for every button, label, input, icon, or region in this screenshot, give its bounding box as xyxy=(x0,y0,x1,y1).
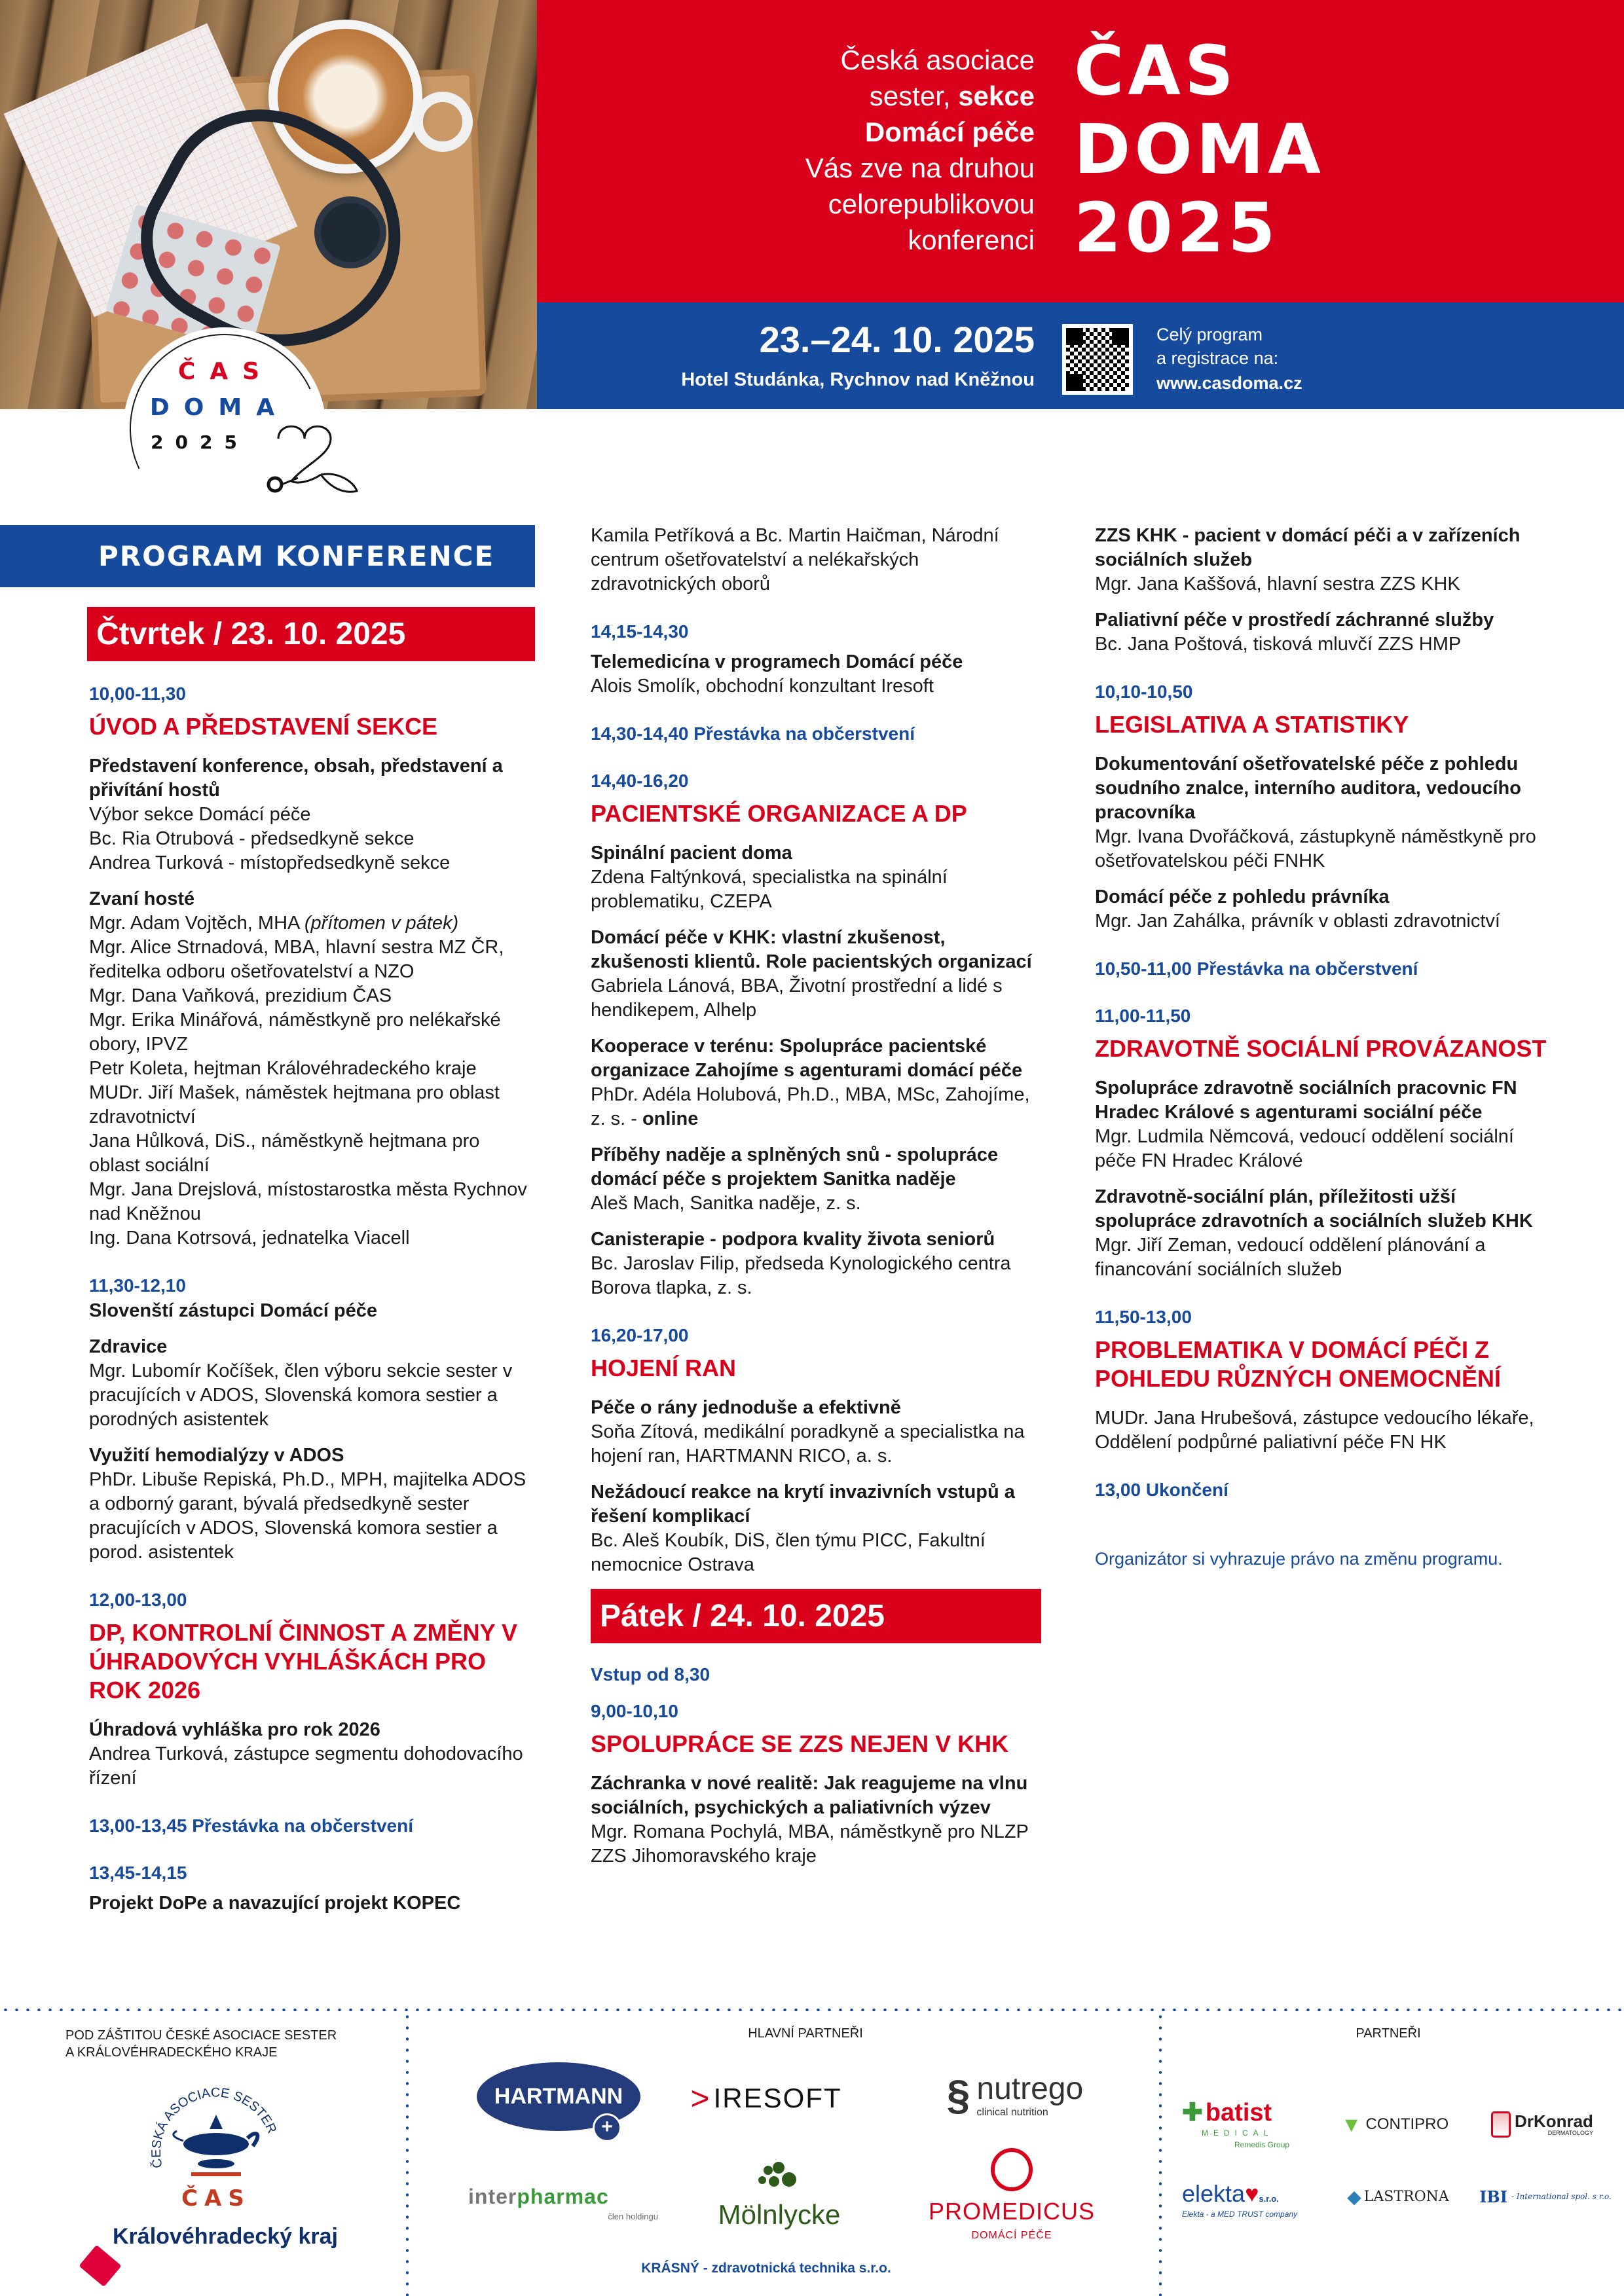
online-badge: online xyxy=(642,1108,699,1129)
break-item: 10,50-11,00 Přestávka na občerstvení xyxy=(1095,958,1418,979)
ring-icon xyxy=(991,2148,1033,2191)
disclaimer-note: Organizátor si vyhrazuje právo na změnu programu. xyxy=(1095,1549,1503,1569)
talk-speaker: Výbor sekce Domácí péče xyxy=(89,804,311,825)
heart-icon: ♥ xyxy=(1245,2180,1259,2208)
title-line: DOMA xyxy=(1074,109,1325,189)
event-title xyxy=(1074,31,1325,267)
talk-item xyxy=(591,1143,1043,1216)
section-title: PROBLEMATIKA V DOMÁCÍ PÉČI Z POHLEDU RŮZNÝCH ONEMOCNĚNÍ xyxy=(1095,1336,1502,1392)
cas-lamp-logo-icon xyxy=(144,2069,288,2187)
partner-logo-lastrona[interactable]: ◆ LASTRONA xyxy=(1347,2185,1449,2208)
section-title: SPOLUPRÁCE SE ZZS NEJEN V KHK xyxy=(591,1730,1009,1757)
partner-logo-hartmann[interactable]: HARTMANN xyxy=(477,2062,640,2131)
cas-arc-text: ČESKÁ ASOCIACE SESTER xyxy=(149,2085,280,2170)
talk-item xyxy=(591,1480,1043,1577)
talk-speaker: Petr Koleta, hejtman Královéhradeckého kraje xyxy=(89,1058,477,1079)
talk-title: Spinální pacient doma xyxy=(591,843,792,864)
diamond-icon: ◆ xyxy=(1347,2185,1361,2208)
stethoscope-head xyxy=(314,196,386,268)
partner-logo-contipro[interactable]: ▼ CONTIPRO xyxy=(1340,2112,1449,2136)
nutrego-mark-icon: § xyxy=(946,2071,970,2119)
talk-speaker: Mgr. Ivana Dvořáčková, zástupkyně náměstkyně pro ošetřovatelskou péči FNHK xyxy=(1095,826,1536,871)
region-logo-mark-icon xyxy=(79,2245,121,2287)
leaf-icon: ▼ xyxy=(1340,2112,1362,2136)
footer-divider-vertical xyxy=(406,2011,409,2296)
partner-logo-batist[interactable]: ✚ batist MEDICAL Remedis Group xyxy=(1182,2099,1290,2149)
talk-speaker: Gabriela Lánová, BBA, Životní prostřední a lidé s hendikepem, Alhelp xyxy=(591,975,1003,1021)
talk-item xyxy=(89,754,534,875)
talk-speaker: Mgr. Lubomír Kočíšek, člen výboru sekcie sester v pracujících v ADOS, Slovenská komora sestier a porodných asistentek xyxy=(89,1360,513,1430)
talk-item xyxy=(591,926,1043,1023)
heart-stethoscope-icon xyxy=(259,419,370,498)
talk-title: Zdravotně-sociální plán, příležitosti užší spolupráce zdravotních a sociálních služeb KHK xyxy=(1095,1186,1533,1231)
program-block xyxy=(1095,680,1547,934)
talk-speaker: Mgr. Erika Minářová, náměstkyně pro nelékařské obory, IPVZ xyxy=(89,1010,501,1055)
block-time: 10,10-10,50 xyxy=(1095,682,1193,702)
footer-divider xyxy=(0,2009,1624,2011)
talk-item xyxy=(1095,885,1547,934)
talk-title: Nežádoucí reakce na krytí invazivních vstupů a řešení komplikací xyxy=(591,1482,1015,1527)
block-time: 14,15-14,30 xyxy=(591,621,689,642)
talk-title: Spolupráce zdravotně sociálních pracovnic FN Hradec Králové s agenturami sociální péče xyxy=(1095,1078,1517,1123)
talk-speaker: Bc. Jana Poštová, tisková mluvčí ZZS HMP xyxy=(1095,634,1462,655)
invite-line: sester, sekce xyxy=(869,81,1035,111)
section-title: ZDRAVOTNĚ SOCIÁLNÍ PROVÁZANOST xyxy=(1095,1035,1547,1062)
block-time: 11,00-11,50 xyxy=(1095,1006,1191,1026)
section-title: ÚVOD A PŘEDSTAVENÍ SEKCE xyxy=(89,713,438,740)
talk-speaker: Zdena Faltýnková, specialistka na spinální problematiku, CZEPA xyxy=(591,867,948,912)
logo-cas: ČAS xyxy=(177,358,274,385)
talk-title: ZZS KHK - pacient v domácí péči a v zařízeních sociálních služeb xyxy=(1095,525,1521,570)
talk-title: Příběhy naděje a splněných snů - spolupráce domácí péče s projektem Sanitka naděje xyxy=(591,1144,999,1190)
partner-logo-elekta[interactable]: elekta♥s.r.o. Elekta - a MED TRUST company xyxy=(1182,2180,1298,2219)
talk-speaker: Bc. Aleš Koubík, DiS, člen týmu PICC, Fakultní nemocnice Ostrava xyxy=(591,1530,986,1575)
registration-line-1: Celý program xyxy=(1156,325,1263,344)
block-time: 14,40-16,20 xyxy=(591,771,689,791)
program-column-3 xyxy=(1095,524,1547,1570)
invite-line: Vás zve na druhou xyxy=(805,153,1035,183)
partner-logo-ibi[interactable]: IBI - International spol. s r.o. xyxy=(1479,2187,1612,2206)
talk-item xyxy=(591,841,1043,914)
event-date: 23.–24. 10. 2025 xyxy=(759,319,1035,360)
break-item: 13,00-13,45 Přestávka na občerstvení xyxy=(89,1815,413,1836)
program-block xyxy=(1095,1004,1547,1282)
program-block xyxy=(89,1274,534,1565)
program-column-2 xyxy=(591,524,1043,1880)
block-time: 9,00-10,10 xyxy=(591,1701,678,1721)
talk-speaker: Bc. Ria Otrubová - předsedkyně sekce xyxy=(89,828,415,849)
program-block xyxy=(591,769,1043,1300)
talk-speaker: PhDr. Adéla Holubová, Ph.D., MBA, MSc, Zahojíme, z. s. - online xyxy=(591,1084,1030,1129)
partner-logo-drkonrad[interactable]: DrKonrad DERMATOLOGY xyxy=(1477,2105,1608,2144)
talk-item xyxy=(1095,1076,1547,1173)
cas-abbr: ČAS xyxy=(181,2185,251,2212)
talk-speaker: Ing. Dana Kotrsová, jednatelka Viacell xyxy=(89,1228,410,1248)
talk-item xyxy=(591,1228,1043,1300)
talk-speaker: Andrea Turková - místopředsedkyně sekce xyxy=(89,852,451,873)
title-line: 2025 xyxy=(1074,188,1280,268)
talk-item xyxy=(1095,752,1547,873)
invite-line: konferenci xyxy=(908,225,1035,255)
region-logo-text: Královéhradecký kraj xyxy=(113,2224,338,2249)
program-block xyxy=(591,524,1043,596)
block-time: 13,45-14,15 xyxy=(89,1863,187,1883)
talk-title: Představení konference, obsah, představení a přivítání hostů xyxy=(89,756,503,801)
talk-title: Zdravice xyxy=(89,1336,168,1357)
molnlycke-dots-icon xyxy=(753,2162,805,2195)
talk-item xyxy=(1095,1185,1547,1282)
block-time: 12,00-13,00 xyxy=(89,1590,187,1610)
talk-title: Úhradová vyhláška pro rok 2026 xyxy=(89,1719,380,1740)
logo-year: 2025 xyxy=(151,431,249,453)
talk-item xyxy=(591,1396,1043,1468)
partner-krasny[interactable]: KRÁSNÝ - zdravotnická technika s.r.o. xyxy=(641,2261,891,2276)
program-heading: PROGRAM KONFERENCE xyxy=(0,525,535,587)
talk-speaker: Andrea Turková, zástupce segmentu dohodovacího řízení xyxy=(89,1743,523,1789)
invite-line: Domácí péče xyxy=(864,117,1035,147)
partner-logo-iresoft[interactable]: > IRESOFT xyxy=(690,2080,842,2117)
main-partners-label: HLAVNÍ PARTNEŘI xyxy=(748,2026,863,2041)
program-block xyxy=(591,1324,1043,1577)
talk-title: Telemedicína v programech Domácí péče xyxy=(591,651,963,672)
partner-logo-interpharmac[interactable]: interpharmac člen holdingu xyxy=(468,2185,658,2222)
talk-title: Domácí péče v KHK: vlastní zkušenost, zkušenosti klientů. Role pacientských organizací xyxy=(591,927,1032,972)
qr-code[interactable] xyxy=(1062,324,1133,395)
registration-url-link[interactable]: www.casdoma.cz xyxy=(1156,373,1302,393)
day-heading-thursday: Čtvrtek / 23. 10. 2025 xyxy=(87,607,535,661)
talk-title: Dokumentování ošetřovatelské péče z pohledu soudního znalce, interního auditora, vedoucího pracovníka xyxy=(1095,754,1521,823)
plus-icon: + xyxy=(593,2113,621,2142)
event-venue: Hotel Studánka, Rychnov nad Kněžnou xyxy=(681,369,1035,390)
section-title: LEGISLATIVA A STATISTIKY xyxy=(1095,711,1409,738)
talk-item xyxy=(89,887,534,1250)
talk-speaker: Aleš Mach, Sanitka naděje, z. s. xyxy=(591,1193,861,1214)
talk-speaker: Mgr. Romana Pochylá, MBA, náměstkyně pro NLZP ZZS Jihomoravského kraje xyxy=(591,1821,1029,1867)
invite-line: celorepublikovou xyxy=(828,189,1035,219)
talk-title: Péče o rány jednoduše a efektivně xyxy=(591,1397,901,1418)
program-column-1 xyxy=(89,682,534,1916)
block-time: 16,20-17,00 xyxy=(591,1325,689,1345)
block-time: 10,00-11,30 xyxy=(89,683,186,704)
cross-icon: ✚ xyxy=(1182,2099,1203,2127)
talk-title: Projekt DoPe a navazující projekt KOPEC xyxy=(89,1893,461,1914)
talk-item xyxy=(1095,524,1547,596)
block-subtitle: Slovenští zástupci Domácí péče xyxy=(89,1300,377,1321)
talk-title: Kooperace v terénu: Spolupráce pacientské organizace Zahojíme s agenturami domácí péče xyxy=(591,1036,1023,1081)
patronage-label: POD ZÁŠTITOU ČESKÉ ASOCIACE SESTER A KRÁLOVÉHRADECKÉHO KRAJE xyxy=(65,2028,337,2060)
talk-speaker: Mgr. Jana Drejslová, místostarostka města Rychnov nad Kněžnou xyxy=(89,1179,527,1224)
talk-item xyxy=(89,1444,534,1565)
program-block xyxy=(591,1700,1043,1868)
day-heading-friday: Pátek / 24. 10. 2025 xyxy=(591,1589,1041,1643)
block-time: 11,50-13,00 xyxy=(1095,1307,1192,1327)
talk-title: Domácí péče z pohledu právníka xyxy=(1095,886,1390,907)
talk-speaker: MUDr. Jiří Mašek, náměstek hejtmana pro oblast zdravotnictví xyxy=(89,1082,500,1127)
section-title: HOJENÍ RAN xyxy=(591,1355,737,1381)
talk-speaker: Mgr. Dana Vaňková, prezidium ČAS xyxy=(89,985,392,1006)
speaker-note: (přítomen v pátek) xyxy=(304,913,459,934)
talk-speaker: Bc. Jaroslav Filip, předseda Kynologického centra Borova tlapka, z. s. xyxy=(591,1253,1011,1298)
partner-logo-molnlycke[interactable]: Mölnlycke xyxy=(704,2154,855,2239)
invite-line: Česká asociace xyxy=(840,45,1035,75)
talk-speaker: Mgr. Jiří Zeman, vedoucí oddělení plánování a financování sociálních služeb xyxy=(1095,1235,1486,1280)
drkonrad-mark-icon xyxy=(1491,2111,1511,2138)
talk-title: Záchranka v nové realitě: Jak reagujeme na vlnu sociálních, psychických a paliativních výzev xyxy=(591,1773,1028,1818)
talk-item xyxy=(89,1718,534,1791)
talk-speaker: Mgr. Adam Vojtěch, MHA (přítomen v pátek) xyxy=(89,913,459,934)
title-line: ČAS xyxy=(1074,31,1238,111)
program-block xyxy=(1095,524,1547,657)
program-block xyxy=(89,1588,534,1791)
talk-speaker: Jana Hůlková, DiS., náměstkyně hejtmana pro oblast sociální xyxy=(89,1131,480,1176)
block-time: 11,30-12,10 xyxy=(89,1275,186,1296)
talk-speaker: Mgr. Alice Strnadová, MBA, hlavní sestra MZ ČR, ředitelka odboru ošetřovatelství a NZO xyxy=(89,937,504,982)
talk-speaker: Mgr. Jan Zahálka, právník v oblasti zdravotnictví xyxy=(1095,911,1500,932)
invitation-text xyxy=(668,42,1035,258)
section-title: DP, KONTROLNÍ ČINNOST A ZMĚNY V ÚHRADOVÝCH VYHLÁŠKÁCH PRO ROK 2026 xyxy=(89,1619,518,1704)
qr-code-icon xyxy=(1066,328,1129,391)
footer-divider-vertical xyxy=(1159,2011,1162,2296)
end-time: 13,00 Ukončení xyxy=(1095,1480,1228,1500)
break-item: 14,30-14,40 Přestávka na občerstvení xyxy=(591,723,915,744)
talk-speaker: MUDr. Jana Hrubešová, zástupce vedoucího lékaře, Oddělení podpůrné paliativní péče FN HK xyxy=(1095,1408,1534,1453)
talk-speaker: Mgr. Ludmila Němcová, vedoucí oddělení sociální péče FN Hradec Králové xyxy=(1095,1126,1514,1171)
partner-logo-nutrego[interactable]: § nutrego clinical nutrition xyxy=(946,2071,1084,2119)
talk-item xyxy=(1095,608,1547,657)
talk-speaker: PhDr. Libuše Repiská, Ph.D., MPH, majitelka ADOS a odborný garant, bývalá předsedkyně sester pracujících v ADOS, Slovenská komora sestier a porod. asistentek xyxy=(89,1469,526,1563)
program-block xyxy=(1095,1305,1547,1455)
talk-item xyxy=(591,1772,1043,1868)
talk-item xyxy=(591,1034,1043,1131)
talk-item xyxy=(89,1335,534,1432)
talk-title: Paliativní péče v prostředí záchranné služby xyxy=(1095,610,1494,630)
chevron-right-icon: > xyxy=(690,2080,711,2117)
talk-title: Zvaní hosté xyxy=(89,888,195,909)
talk-speaker: Alois Smolík, obchodní konzultant Iresoft xyxy=(591,676,934,697)
program-block xyxy=(89,682,534,1250)
entry-time: Vstup od 8,30 xyxy=(591,1664,710,1685)
logo-doma: DOMA xyxy=(149,394,289,421)
partner-logo-promedicus[interactable]: PROMEDICUS DOMÁCÍ PÉČE xyxy=(917,2141,1107,2249)
registration-line-2: a registrace na: xyxy=(1156,348,1279,368)
talk-speaker: Kamila Petříková a Bc. Martin Haičman, Národní centrum ošetřovatelství a nelékařských zdravotnických oborů xyxy=(591,525,999,594)
talk-title: Využití hemodialýzy v ADOS xyxy=(89,1445,344,1466)
talk-title: Canisterapie - podpora kvality života seniorů xyxy=(591,1229,995,1250)
program-block xyxy=(591,620,1043,699)
section-title: PACIENTSKÉ ORGANIZACE A DP xyxy=(591,800,967,827)
partners-label: PARTNEŘI xyxy=(1356,2026,1421,2041)
talk-speaker: Mgr. Jana Kaššová, hlavní sestra ZZS KHK xyxy=(1095,574,1460,594)
talk-speaker: Soňa Zítová, medikální poradkyně a specialistka na hojení ran, HARTMANN RICO, a. s. xyxy=(591,1421,1025,1467)
